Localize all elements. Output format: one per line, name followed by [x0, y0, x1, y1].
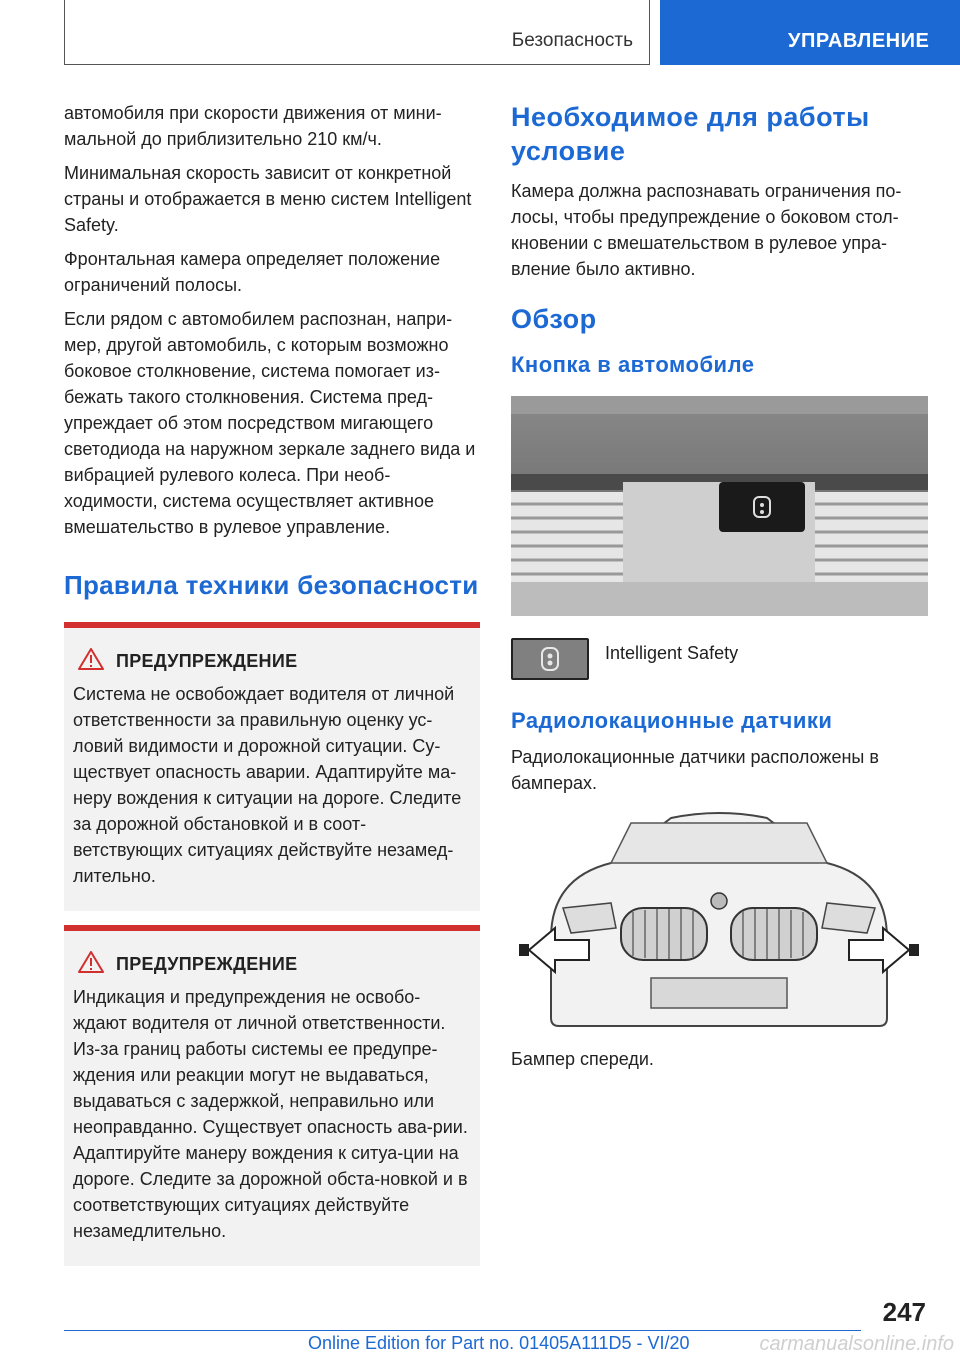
condition-text: Камера должна распознавать ограничения по-лосы, чтобы предупреждение о боковом стол-кновении с вмешательством в рулевое упра-вление было активно.: [511, 181, 902, 279]
radar-text: Радиолокационные датчики расположены в бамперах.: [511, 747, 879, 793]
warning-triangle-icon: [78, 648, 104, 675]
dashboard-button-photo: [511, 396, 928, 616]
footer-edition: Online Edition for Part no. 01405A111D5 - VI/20: [308, 1333, 690, 1353]
warning-title: ПРЕДУПРЕЖДЕНИЕ: [116, 651, 298, 671]
header-section-box: [64, 0, 650, 65]
warning-text: Индикация и предупреждения не освобо-ждают водителя от личной ответственности. Из-за границ работы системы ее предупре-ждения или реакции могут не выдаваться, выдаваться с задержкой, неправильно или неоправданно. Существует опасность ава-рии. Адаптируйте манеру вождения к ситуа-ции на дороге. Следите за дорожной обста-новкой и в соответствующих ситуациях действуйте незамедлительно.: [73, 987, 468, 1241]
bumper-illustration: [511, 808, 928, 1030]
left-column: [64, 100, 480, 1266]
paragraph: автомобиля при скорости движения от мини-мальной до приблизительно 210 км/ч.: [64, 103, 442, 149]
warning-box: [64, 622, 480, 911]
intelligent-safety-label: Intelligent Safety: [605, 643, 739, 663]
header-chapter-tab: УПРАВЛЕНИЕ: [660, 0, 960, 65]
safety-heading: Правила техники безопасности: [64, 570, 479, 600]
button-heading: Кнопка в автомобиле: [511, 352, 755, 377]
watermark: carmanualsonline.info: [759, 1333, 954, 1355]
overview-heading: Обзор: [511, 304, 597, 334]
radar-heading: Радиолокационные датчики: [511, 708, 833, 733]
warning-triangle-icon: [78, 951, 104, 978]
header-section-title: Безопасность: [511, 30, 633, 51]
right-column: [511, 100, 928, 1080]
paragraph: Если рядом с автомобилем распознан, напри-мер, другой автомобиль, с которым возможно боковое столкновение, система помогает из-бежать такого столкновения. Система пред-упреждает об этом посредством мигающего светодиода на наружном зеркале заднего вида и вибрацией рулевого колеса. При необ-ходимости, система осуществляет активное вмешательство в рулевое управление.: [64, 309, 476, 537]
condition-heading: Необходимое для работы условие: [511, 102, 870, 166]
paragraph: Фронтальная камера определяет положение ограничений полосы.: [64, 249, 441, 295]
warning-box: [64, 925, 480, 1266]
footer-divider: [64, 1330, 861, 1331]
page-number: 247: [882, 1297, 926, 1327]
intelligent-safety-button-icon: [511, 638, 589, 680]
warning-text: Система не освобождает водителя от личной ответственности за правильную оценку ус-ловий видимости и дорожной ситуации. Су-ществует опасность аварии. Адаптируйте ма-неру вождения к ситуации на дороге. Следите за дорожной обстановкой и в соот-ветствующих ситуациях действуйте незамед-лительно.: [73, 684, 462, 886]
bumper-caption: Бампер спереди.: [511, 1049, 654, 1069]
paragraph: Минимальная скорость зависит от конкретной страны и отображается в меню систем Intelligent Safety.: [64, 163, 472, 235]
warning-title: ПРЕДУПРЕЖДЕНИЕ: [116, 954, 298, 974]
